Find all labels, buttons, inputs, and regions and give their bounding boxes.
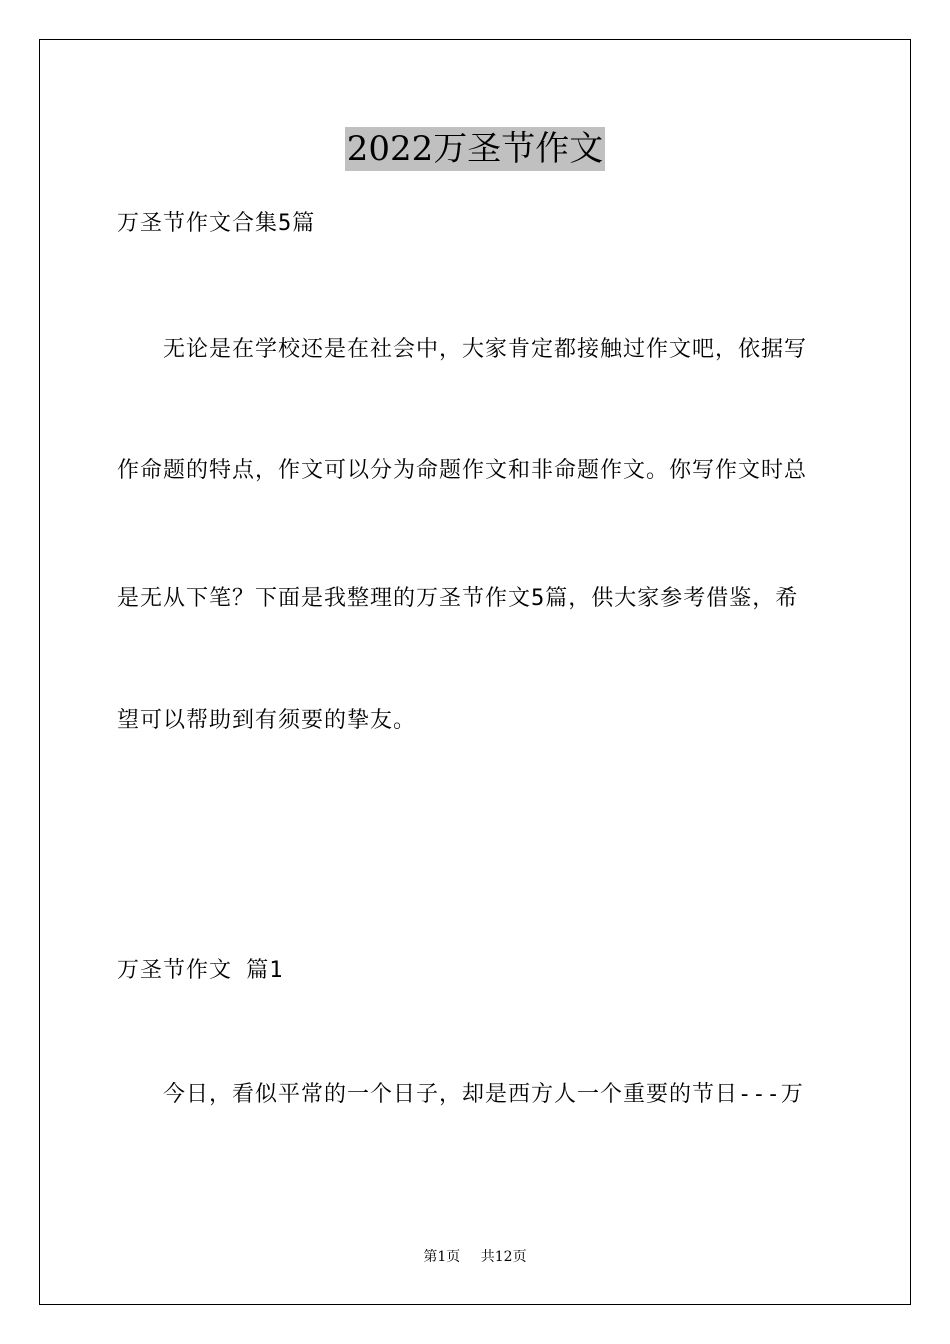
document-subtitle: 万圣节作文合集5篇 bbox=[117, 211, 316, 236]
intro-paragraph-line: 作命题的特点，作文可以分为命题作文和非命题作文。你写作文时总 bbox=[117, 458, 808, 483]
intro-paragraph-line: 望可以帮助到有须要的挚友。 bbox=[117, 708, 417, 733]
page-footer bbox=[0, 1247, 950, 1267]
section-paragraph-line: 今日，看似平常的一个日子，却是西方人一个重要的节日---万 bbox=[163, 1082, 804, 1107]
page-total: 共12页 bbox=[480, 1249, 527, 1265]
document-title: 2022万圣节作文 bbox=[346, 129, 604, 169]
intro-paragraph-line: 是无从下笔？下面是我整理的万圣节作文5篇，供大家参考借鉴，希 bbox=[117, 586, 799, 611]
page-number: 第1页 bbox=[423, 1249, 461, 1265]
title-container bbox=[0, 127, 950, 171]
section-heading: 万圣节作文 篇1 bbox=[117, 958, 284, 983]
intro-paragraph-line: 无论是在学校还是在社会中，大家肯定都接触过作文吧，依据写 bbox=[163, 337, 808, 362]
